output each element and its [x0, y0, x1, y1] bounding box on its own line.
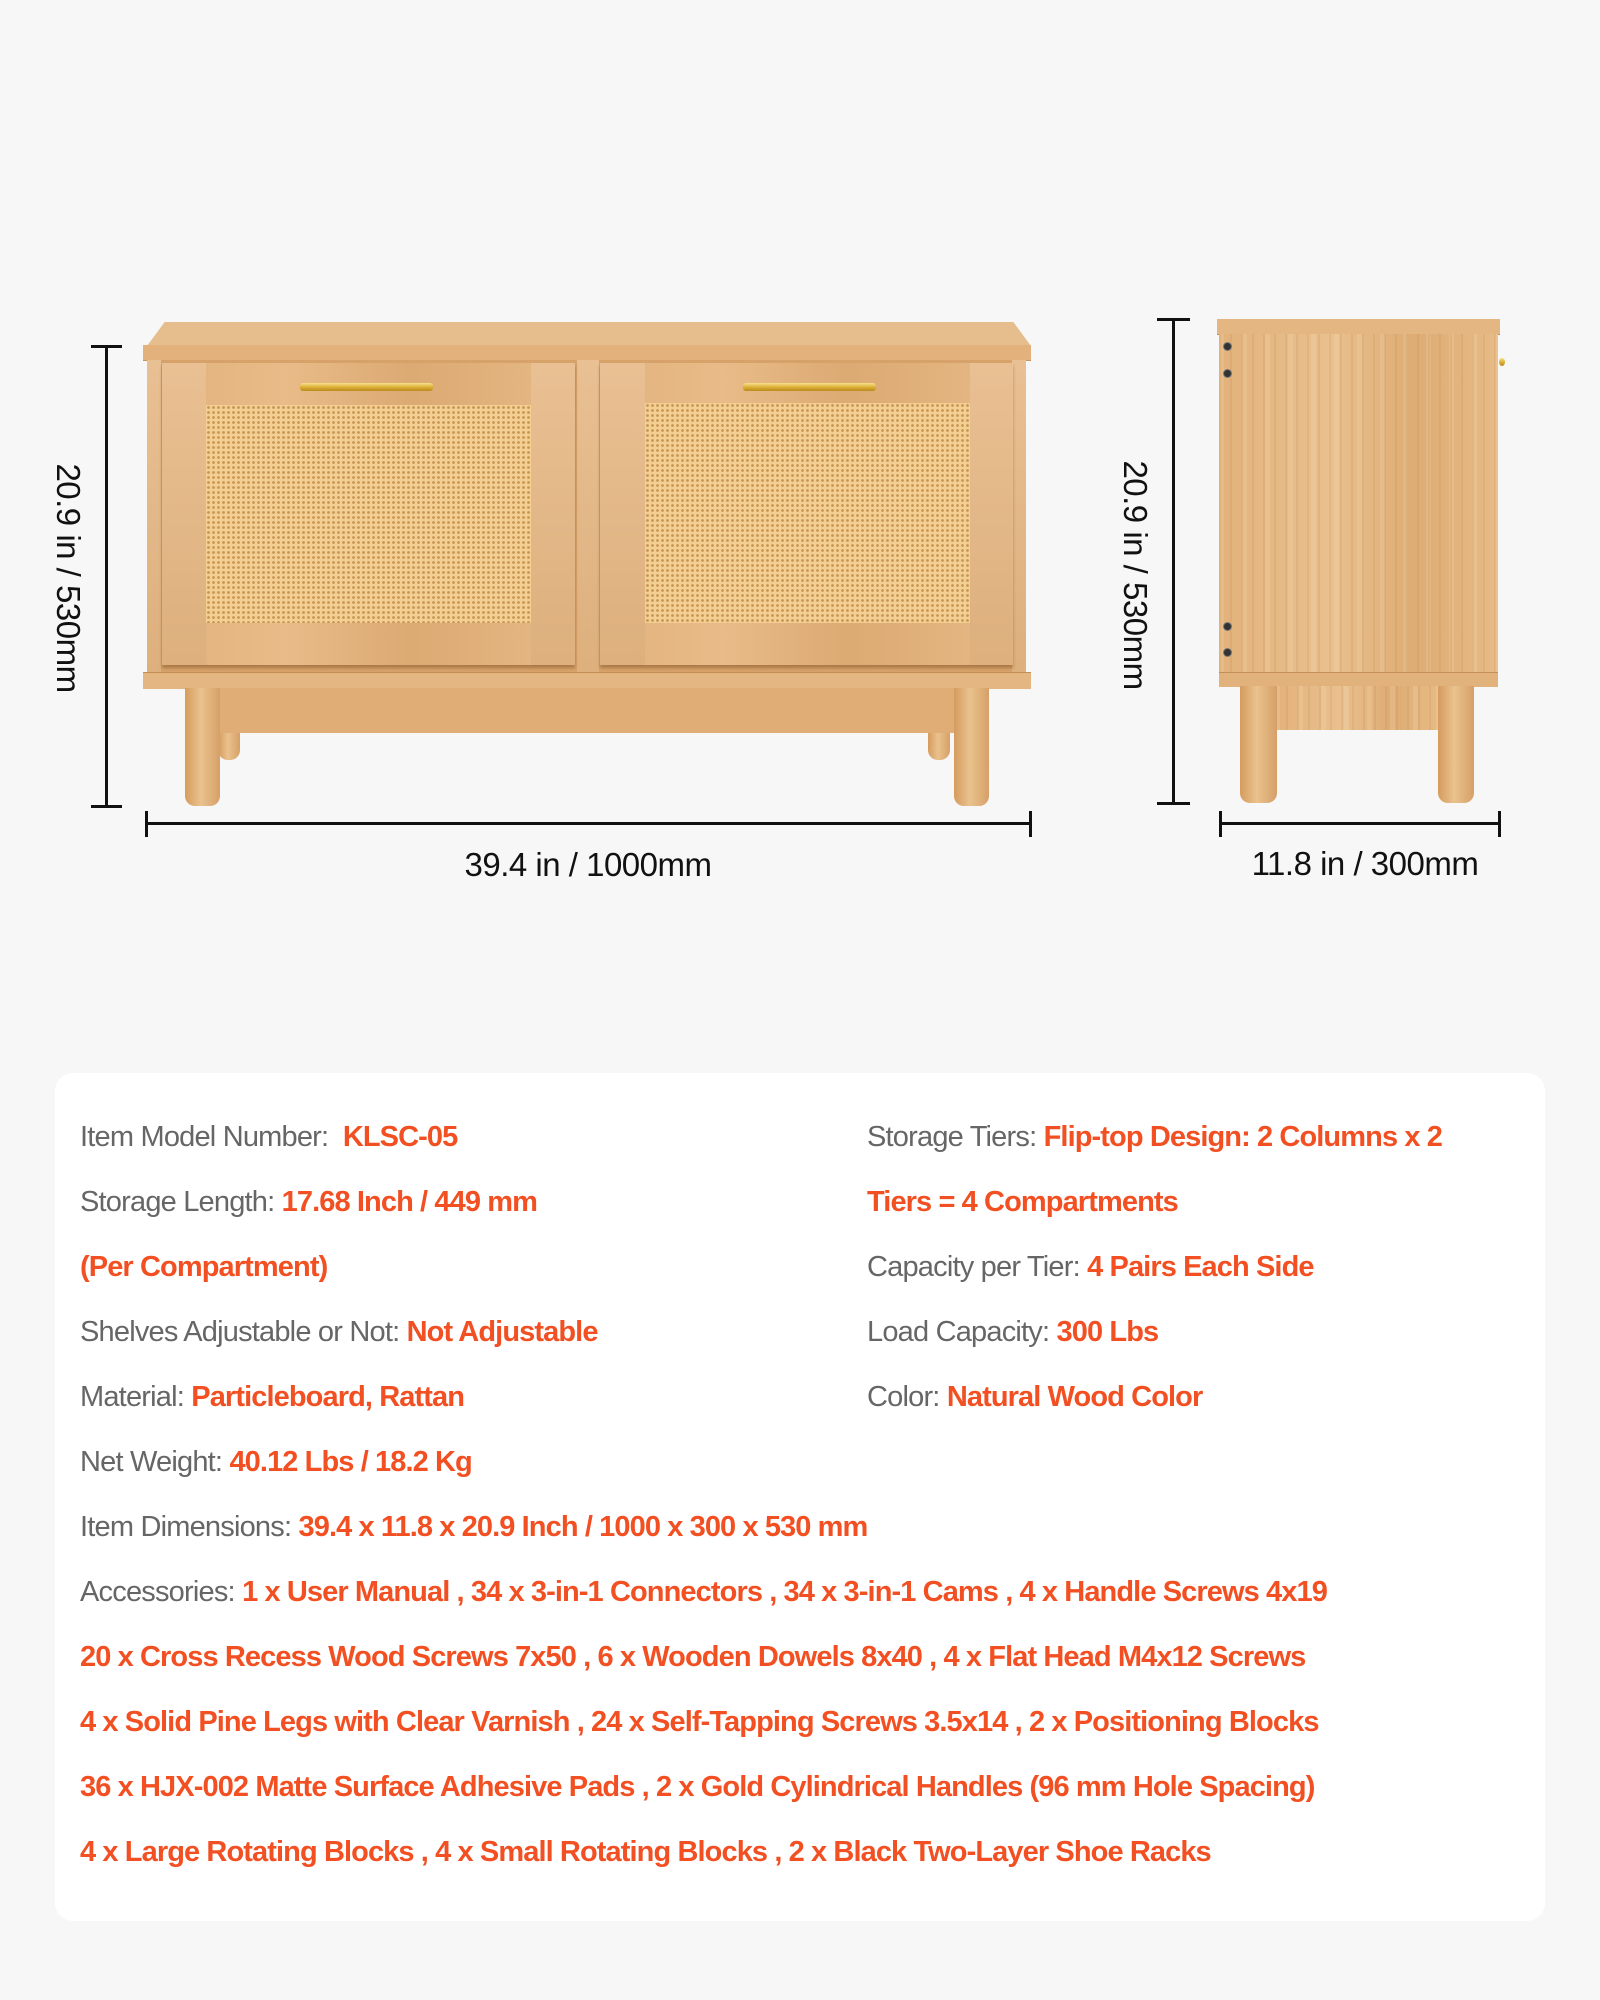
cam-screw-icon — [1223, 369, 1232, 378]
spec-model-number — [80, 1120, 457, 1154]
side-height-tick-bottom — [1157, 802, 1190, 805]
accessories-line: 36 x HJX-002 Matte Surface Adhesive Pads , 2 x Gold Cylindrical Handles (96 mm Hole Spacing) — [80, 1771, 1315, 1803]
spec-value: Tiers = 4 Compartments — [867, 1186, 1178, 1218]
spec-label: Color: — [867, 1381, 940, 1413]
spec-label: Storage Length: — [80, 1186, 275, 1218]
accessories-line: 4 x Solid Pine Legs with Clear Varnish , 24 x Self-Tapping Screws 3.5x14 , 2 x Positioning Blocks — [80, 1706, 1319, 1738]
cam-screw-icon — [1223, 342, 1232, 351]
spec-item-dimensions — [80, 1510, 867, 1544]
front-width-dimension-line — [146, 822, 1030, 825]
cabinet-top-front-edge — [143, 345, 1031, 361]
spec-value: 40.12 Lbs / 18.2 Kg — [229, 1446, 472, 1478]
spec-value: Flip-top Design: 2 Columns x 2 — [1043, 1121, 1442, 1153]
right-door-rattan-panel — [645, 403, 970, 623]
spec-storage-tiers — [867, 1120, 1442, 1154]
side-height-dimension-line — [1172, 319, 1175, 803]
side-apron — [1275, 686, 1440, 730]
spec-shelves-adjustable — [80, 1315, 598, 1349]
spec-value: 39.4 x 11.8 x 20.9 Inch / 1000 x 300 x 530 mm — [298, 1511, 868, 1543]
cam-screw-icon — [1223, 648, 1232, 657]
accessories-line: 4 x Large Rotating Blocks , 4 x Small Rotating Blocks , 2 x Black Two-Layer Shoe Racks — [80, 1836, 1211, 1868]
side-depth-label: 11.8 in / 300mm — [1251, 845, 1479, 882]
front-height-tick-bottom — [91, 805, 122, 808]
spec-value: 17.68 Inch / 449 mm — [281, 1186, 537, 1218]
front-height-label: 20.9 in / 530mm — [50, 463, 87, 693]
spec-accessories-line-5 — [80, 1835, 1211, 1869]
rear-leg-left — [218, 733, 240, 760]
spec-label: Load Capacity: — [867, 1316, 1050, 1348]
spec-value: Not Adjustable — [406, 1316, 598, 1348]
side-leg-front — [1240, 686, 1277, 803]
side-leg-back — [1438, 686, 1474, 803]
front-height-dimension-line — [105, 346, 108, 807]
spec-value: (Per Compartment) — [80, 1251, 328, 1283]
rear-leg-right — [928, 733, 950, 760]
spec-storage-length — [80, 1185, 537, 1219]
spec-accessories — [80, 1575, 1327, 1609]
cabinet-top-surface — [147, 322, 1031, 346]
spec-color — [867, 1380, 1202, 1414]
front-width-tick-left — [145, 811, 148, 837]
spec-accessories-line-3 — [80, 1705, 1319, 1739]
spec-label: Shelves Adjustable or Not: — [80, 1316, 400, 1348]
spec-label: Storage Tiers: — [867, 1121, 1037, 1153]
side-panel — [1219, 334, 1498, 672]
spec-material — [80, 1380, 464, 1414]
cabinet-center-divider — [577, 360, 599, 672]
spec-value: Particleboard, Rattan — [191, 1381, 465, 1413]
front-leg-right — [954, 688, 989, 806]
cam-screw-icon — [1223, 622, 1232, 631]
right-door-stile-left — [600, 363, 645, 665]
side-depth-tick-left — [1219, 811, 1222, 837]
right-door-stile-right — [970, 363, 1013, 665]
front-leg-left — [185, 688, 220, 806]
accessories-line: 1 x User Manual , 34 x 3-in-1 Connectors , 34 x 3-in-1 Cams , 4 x Handle Screws 4x19 — [242, 1576, 1327, 1608]
side-top-board — [1217, 319, 1500, 335]
spec-label: Capacity per Tier: — [867, 1251, 1080, 1283]
spec-value: 4 Pairs Each Side — [1087, 1251, 1314, 1283]
spec-net-weight — [80, 1445, 472, 1479]
left-door-stile-left — [162, 363, 206, 665]
cabinet-bottom-board — [143, 672, 1031, 689]
cabinet-apron — [218, 688, 958, 733]
spec-label: Accessories: — [80, 1576, 235, 1608]
side-height-label: 20.9 in / 530mm — [1117, 460, 1154, 690]
spec-capacity-per-tier — [867, 1250, 1314, 1284]
spec-label: Item Dimensions: — [80, 1511, 292, 1543]
side-height-tick-top — [1157, 318, 1190, 321]
spec-label: Net Weight: — [80, 1446, 223, 1478]
spec-value: Natural Wood Color — [946, 1381, 1203, 1413]
right-flip-door — [600, 363, 1013, 665]
side-depth-dimension-line — [1220, 822, 1500, 825]
left-door-stile-right — [531, 363, 575, 665]
cabinet-right-side — [1012, 360, 1026, 672]
side-depth-tick-right — [1498, 811, 1501, 837]
front-width-tick-right — [1029, 811, 1032, 837]
spec-accessories-line-2 — [80, 1640, 1305, 1674]
spec-load-capacity — [867, 1315, 1158, 1349]
left-door-rattan-panel — [206, 405, 531, 623]
left-door-gold-handle — [300, 383, 433, 391]
spec-storage-tiers-cont — [867, 1185, 1178, 1219]
cabinet-left-side — [147, 360, 161, 672]
spec-value: KLSC-05 — [342, 1121, 458, 1153]
front-width-label: 39.4 in / 1000mm — [464, 846, 712, 883]
front-height-tick-top — [91, 345, 122, 348]
spec-label: Material: — [80, 1381, 184, 1413]
side-bottom-board — [1219, 672, 1498, 687]
left-flip-door — [162, 363, 575, 665]
side-handle-tip — [1499, 358, 1505, 366]
spec-value: 300 Lbs — [1056, 1316, 1159, 1348]
spec-accessories-line-4 — [80, 1770, 1314, 1804]
right-door-gold-handle — [743, 383, 876, 391]
spec-storage-length-cont — [80, 1250, 327, 1284]
accessories-line: 20 x Cross Recess Wood Screws 7x50 , 6 x Wooden Dowels 8x40 , 4 x Flat Head M4x12 Screws — [80, 1641, 1306, 1673]
spec-label: Item Model Number: — [80, 1121, 329, 1153]
